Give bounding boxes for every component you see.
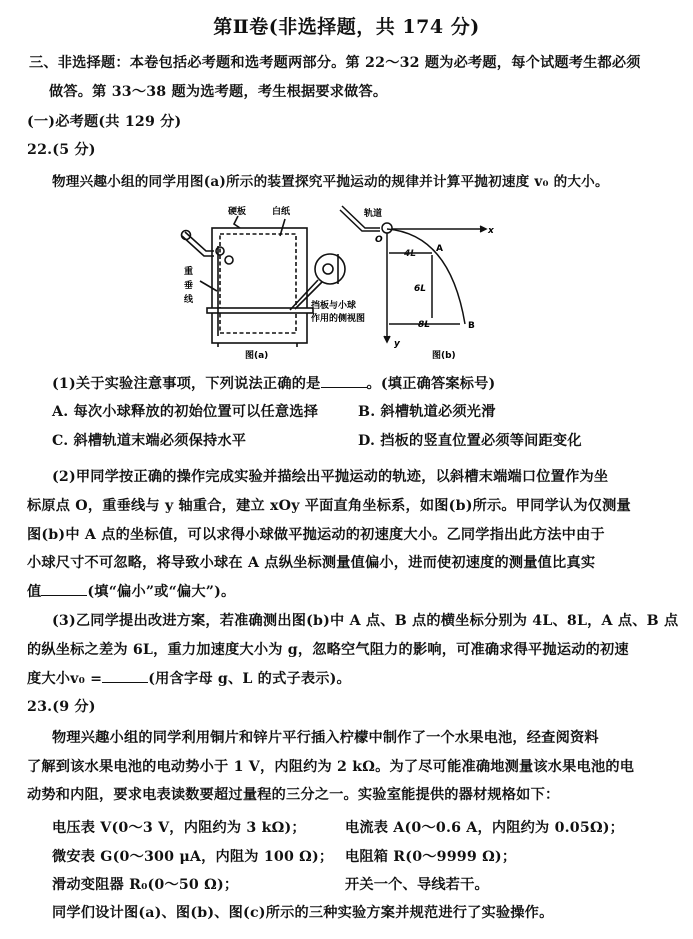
option-a-text: 每次小球释放的初始位置可以任意选择 xyxy=(73,404,319,420)
equipment-rheostat: 滑动变阻器 R₀(0～50 Ω)； xyxy=(52,877,239,893)
label-4l: 4L xyxy=(404,249,416,259)
section-title: 第Ⅱ卷(非选择题，共 174 分) xyxy=(213,16,480,38)
option-a xyxy=(52,402,318,422)
part1-answer-blank[interactable] xyxy=(321,373,367,388)
label-point-a: A xyxy=(436,244,443,254)
label-y-axis: y xyxy=(394,339,400,349)
q22-figures xyxy=(170,196,520,366)
label-origin: O xyxy=(375,235,383,245)
label-plumb-3: 线 xyxy=(184,295,194,305)
option-c-text: 斜槽轨道末端必须保持水平 xyxy=(73,433,247,449)
equipment-ammeter: 电流表 A(0～0.6 A，内阻约为 0.05Ω)； xyxy=(345,820,625,836)
option-d xyxy=(358,431,582,451)
label-side-view-2: 作用的侧视图 xyxy=(311,314,366,324)
required-heading: (一)必考题(共 129 分) xyxy=(27,114,182,130)
label-white-paper: 白纸 xyxy=(272,207,291,217)
option-d-text: 挡板的竖直位置必须等间距变化 xyxy=(380,433,582,449)
part2-answer-blank[interactable] xyxy=(41,581,87,596)
part2-line-4: 小球尺寸不可忽略，将导致小球在 A 点纵坐标测量值偏小，进而使初速度的测量值比真实 xyxy=(27,555,596,571)
part2-line-3: 图(b)中 A 点的坐标值，可以求得小球做平抛运动的初速度大小。乙同学指出此方法中由于 xyxy=(27,527,605,543)
figure-b-caption: 图(b) xyxy=(432,351,456,361)
experiment-diagram xyxy=(170,196,520,366)
part2-line-5 xyxy=(27,581,235,602)
label-plumb-1: 重 xyxy=(184,267,194,277)
part1-prefix: (1)关于实验注意事项，下列说法正确的是 xyxy=(52,376,321,392)
option-b-text: 斜槽轨道必须光滑 xyxy=(380,404,496,420)
label-6l: 6L xyxy=(414,284,426,294)
label-side-view-1: 挡板与小球 xyxy=(311,301,357,311)
part1-suffix: 。(填正确答案标号) xyxy=(366,376,496,392)
option-a-label: A. xyxy=(52,404,69,420)
label-hard-board: 硬板 xyxy=(228,207,247,217)
equipment-resistance-box: 电阻箱 R(0～9999 Ω)； xyxy=(345,849,517,865)
label-track: 轨道 xyxy=(364,209,383,219)
part2-last-prefix: 值 xyxy=(27,584,42,600)
part3-last-prefix: 度大小v₀ = xyxy=(27,671,103,687)
instructions-line-2: 做答。第 33～38 题为选考题，考生根据要求做答。 xyxy=(49,84,388,100)
q22-intro: 物理兴趣小组的同学用图(a)所示的装置探究平抛运动的规律并计算平抛初速度 v₀ 的大小。 xyxy=(52,174,609,190)
q23-para-line-2: 了解到该水果电池的电动势小于 1 V，内阻约为 2 kΩ。为了尽可能准确地测量该水果电池的电 xyxy=(27,759,635,775)
part3-line-1: (3)乙同学提出改进方案，若准确测出图(b)中 A 点、B 点的横坐标分别为 4L、8L，A 点、B 点 xyxy=(52,613,679,629)
label-point-b: B xyxy=(468,321,475,331)
label-x-axis: x xyxy=(488,226,494,236)
q23-closing: 同学们设计图(a)、图(b)、图(c)所示的三种实验方案并规范进行了实验操作。 xyxy=(52,905,554,921)
option-c xyxy=(52,431,246,451)
instructions-line-1: 三、非选择题：本卷包括必考题和选考题两部分。第 22～32 题为必考题，每个试题考生都必须 xyxy=(29,55,641,71)
figure-a-caption: 图(a) xyxy=(245,351,269,361)
part2-line-2: 标原点 O，重垂线与 y 轴重合，建立 xOy 平面直角坐标系，如图(b)所示。甲同学认为仅测量 xyxy=(27,498,631,514)
q23-para-line-3: 动势和内阻，要求电表读数要超过量程的三分之一。实验室能提供的器材规格如下： xyxy=(27,787,560,803)
label-8l: 8L xyxy=(418,320,430,330)
label-plumb-2: 垂 xyxy=(184,281,194,291)
option-b xyxy=(358,402,496,422)
part3-line-2: 的纵坐标之差为 6L，重力加速度大小为 g，忽略空气阻力的影响，可准确求得平抛运动的初速 xyxy=(27,642,629,658)
option-c-label: C. xyxy=(52,433,69,449)
q23-number: 23.(9 分) xyxy=(27,699,96,715)
equipment-microammeter: 微安表 G(0～300 μA，内阻为 100 Ω)； xyxy=(52,849,334,865)
figure-a xyxy=(182,216,346,347)
q22-number: 22.(5 分) xyxy=(27,142,96,158)
q22-part1 xyxy=(52,373,495,394)
part3-line-3 xyxy=(27,668,351,689)
part3-answer-blank[interactable] xyxy=(102,668,148,683)
option-b-label: B. xyxy=(358,404,376,420)
part2-line-1: (2)甲同学按正确的操作完成实验并描绘出平抛运动的轨迹，以斜槽末端端口位置作为坐 xyxy=(52,469,609,485)
part3-last-suffix: (用含字母 g、L 的式子表示)。 xyxy=(148,671,351,687)
part2-last-suffix: (填“偏小”或“偏大”)。 xyxy=(87,584,236,600)
option-d-label: D. xyxy=(358,433,376,449)
equipment-switch-wires: 开关一个、导线若干。 xyxy=(345,877,489,893)
equipment-voltmeter: 电压表 V(0～3 V，内阻约为 3 kΩ)； xyxy=(52,820,306,836)
q23-para-line-1: 物理兴趣小组的同学利用铜片和锌片平行插入柠檬中制作了一个水果电池，经查阅资料 xyxy=(52,730,599,746)
